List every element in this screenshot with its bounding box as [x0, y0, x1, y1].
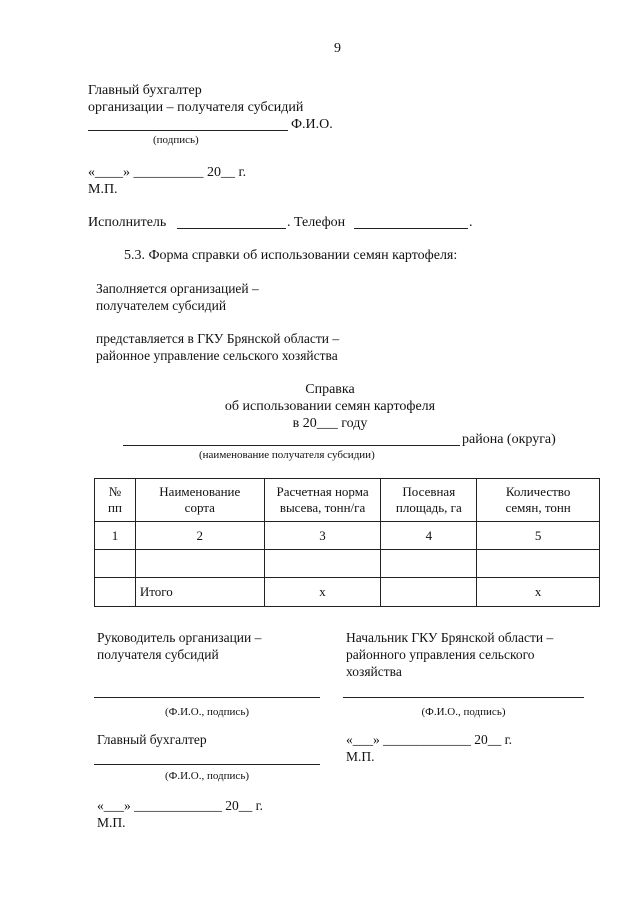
- organization-recipient-line: организации – получателя субсидий: [88, 100, 304, 115]
- recipient-caption: (наименование получателя субсидии): [199, 449, 375, 461]
- seal-right: М.П.: [346, 749, 375, 764]
- table-cell: 4: [381, 522, 477, 550]
- accountant-signature-line: [94, 764, 320, 765]
- date-line: «____» __________ 20__ г.: [88, 165, 247, 180]
- signature-caption: (подпись): [153, 134, 199, 146]
- table-row: [95, 550, 600, 578]
- head-of-organization-line-1: Руководитель организации –: [97, 630, 262, 645]
- table-cell: [95, 578, 136, 607]
- signature-line: [88, 130, 288, 131]
- table-cell: х: [264, 578, 381, 607]
- table-cell: 3: [264, 522, 381, 550]
- filled-by-line-2: получателем субсидий: [96, 298, 227, 313]
- table-cell: 2: [135, 522, 264, 550]
- chief-accountant-title: Главный бухгалтер: [88, 83, 202, 98]
- header-seed-quantity: Количество семян, тонн: [477, 479, 600, 522]
- submitted-to-line-1: представляется в ГКУ Брянской области –: [96, 331, 340, 346]
- page-number: 9: [334, 41, 341, 56]
- gku-head-line-1: Начальник ГКУ Брянской области –: [346, 630, 554, 645]
- table-cell: х: [477, 578, 600, 607]
- fio-label: Ф.И.О.: [291, 117, 333, 132]
- table-cell: 1: [95, 522, 136, 550]
- head-signature-line: [94, 697, 320, 698]
- total-label: Итого: [135, 578, 264, 607]
- certificate-year-line: в 20___ году: [292, 416, 368, 431]
- header-seeding-rate: Расчетная норма высева, тонн/га: [264, 479, 381, 522]
- date-line-left: «___» _____________ 20__ г.: [97, 798, 264, 813]
- filled-by-line-1: Заполняется организацией –: [96, 281, 259, 296]
- table-cell: [264, 550, 381, 578]
- seal-label: М.П.: [88, 182, 118, 197]
- executor-label: Исполнитель: [88, 215, 167, 230]
- gku-head-line-3: хозяйства: [346, 664, 402, 679]
- gku-head-line-2: районного управления сельского: [346, 647, 535, 662]
- table-cell: [477, 550, 600, 578]
- submitted-to-line-2: районное управление сельского хозяйства: [96, 348, 338, 363]
- district-label: района (округа): [462, 432, 556, 447]
- phone-line: [354, 228, 468, 229]
- certificate-subtitle: об использовании семян картофеля: [224, 399, 436, 414]
- fio-caption-accountant: (Ф.И.О., подпись): [165, 770, 249, 782]
- date-line-right: «___» _____________ 20__ г.: [346, 732, 513, 747]
- table-total-row: [95, 578, 600, 607]
- header-sown-area: Посевная площадь, га: [381, 479, 477, 522]
- gku-signature-line: [343, 697, 584, 698]
- executor-line: [177, 228, 286, 229]
- fio-caption-head: (Ф.И.О., подпись): [165, 706, 249, 718]
- fio-caption-gku: (Ф.И.О., подпись): [421, 706, 506, 718]
- head-of-organization-line-2: получателя субсидий: [97, 647, 219, 662]
- chief-accountant-label: Главный бухгалтер: [97, 732, 207, 747]
- table-cell: [381, 550, 477, 578]
- table-cell: [95, 550, 136, 578]
- table-header-row: [95, 479, 600, 522]
- recipient-name-line: [123, 445, 460, 446]
- phone-label: Телефон: [294, 215, 346, 230]
- table-column-numbers-row: [95, 522, 600, 550]
- table-cell: 5: [477, 522, 600, 550]
- seed-usage-table: [94, 478, 600, 607]
- table-cell: [381, 578, 477, 607]
- section-heading: 5.3. Форма справки об использовании семян картофеля:: [124, 248, 458, 263]
- seal-left: М.П.: [97, 815, 126, 830]
- table-cell: [135, 550, 264, 578]
- header-number: № пп: [95, 479, 136, 522]
- certificate-title: Справка: [305, 382, 355, 397]
- header-variety: Наименование сорта: [135, 479, 264, 522]
